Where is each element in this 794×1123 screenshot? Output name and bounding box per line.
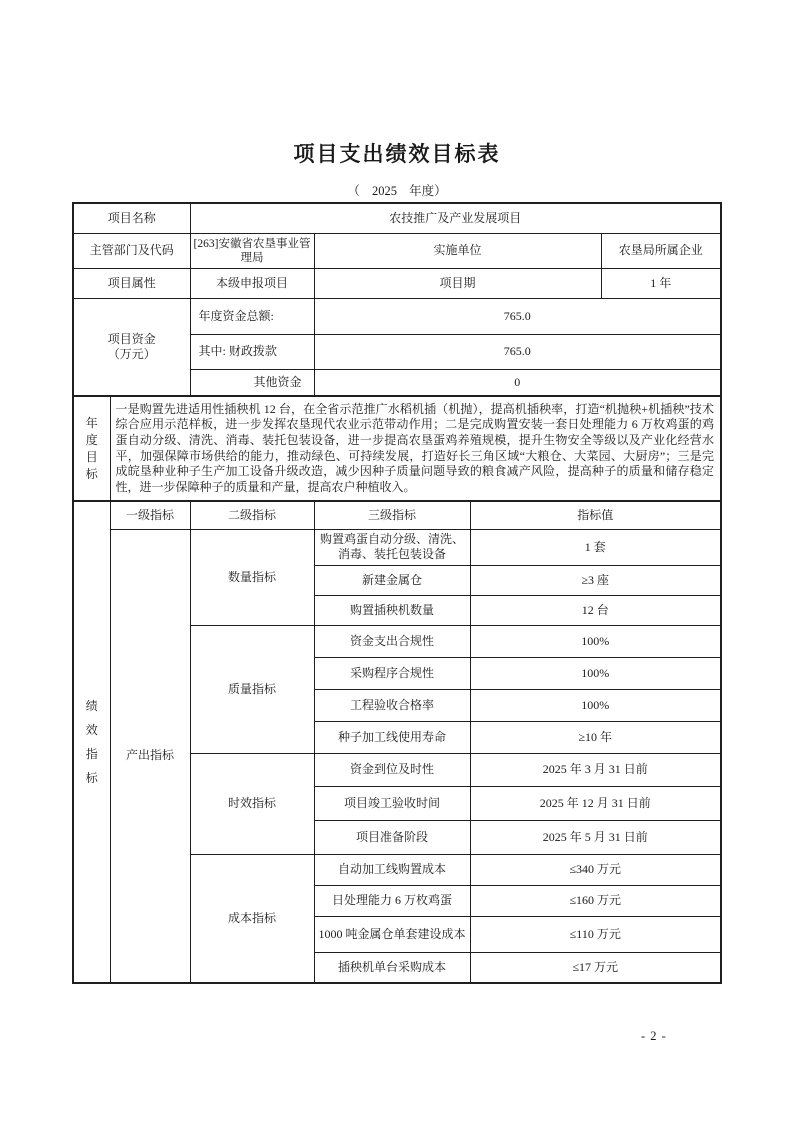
- funds-label: [73, 298, 190, 396]
- indicator-level3-cell: 插秧机单台采购成本: [314, 952, 470, 983]
- implementing-unit-value: 农垦局所属企业: [601, 233, 721, 268]
- funds-label-line2: （万元）: [107, 346, 156, 361]
- project-name-label: 项目名称: [73, 203, 190, 233]
- indicator-value-cell: 100%: [470, 625, 721, 657]
- indicator-value-cell: 100%: [470, 689, 721, 721]
- project-attribute-row: [73, 268, 721, 298]
- indicator-level3-cell: 日处理能力 6 万枚鸡蛋: [314, 885, 470, 916]
- indicator-value-cell: ≤340 万元: [470, 854, 721, 885]
- indicator-level3-cell: 购置插秧机数量: [314, 595, 470, 625]
- project-name-value: 农技推广及产业发展项目: [190, 203, 721, 233]
- header-level2: 二级指标: [190, 501, 314, 529]
- indicator-value-cell: ≤17 万元: [470, 952, 721, 983]
- indicator-level3-cell: 资金支出合规性: [314, 625, 470, 657]
- indicator-level3-cell: 种子加工线使用寿命: [314, 721, 470, 753]
- indicator-value-cell: ≤110 万元: [470, 916, 721, 952]
- indicator-level3-cell: 项目准备阶段: [314, 820, 470, 854]
- level1-output-indicators: 产出指标: [110, 529, 190, 983]
- header-value: 指标值: [470, 501, 721, 529]
- indicator-level3-cell: 采购程序合规性: [314, 657, 470, 689]
- funds-fiscal-label: 其中: 财政拨款: [190, 334, 314, 369]
- annual-goal-text: 一是购置先进适用性插秧机 12 台，在全省示范推广水稻机插（机抛），提高机插秧率，打造“机抛秧+机插秧”技术综合应用示范样板，进一步发挥农垦现代农业示范带动作用；二是完成购置安装一套日处理能力 6 万枚鸡蛋的鸡蛋自动分级、清洗、消毒、装托包装设备，进一步提高农垦蛋鸡养殖规模，提升生物安全等级以及产业化经营水平，加强保障市场供给的能力，推动绿色、可持续发展，打造好长三角区域“大粮仓、大菜园、大厨房”；三是完成皖垦种业种子生产加工设备升级改造，减少因种子质量问题导致的粮食减产风险，提高种子的质量和储存稳定性，进一步保障种子的质量和产量，提高农户种植收入。: [110, 396, 721, 501]
- funds-other-label: 其他资金: [190, 369, 314, 396]
- funds-label-line1: 项目资金: [107, 331, 156, 346]
- indicator-level3-cell: 1000 吨金属仓单套建设成本: [314, 916, 470, 952]
- funds-fiscal-value: 765.0: [314, 334, 721, 369]
- department-label: 主管部门及代码: [73, 233, 190, 268]
- project-name-row: [73, 203, 721, 233]
- page-title: 项目支出绩效目标表: [293, 142, 501, 166]
- page-subtitle: （ 2025 年度）: [347, 184, 447, 198]
- indicators-header-row: [73, 501, 721, 529]
- indicator-value-cell: 12 台: [470, 595, 721, 625]
- indicator-value-cell: ≥10 年: [470, 721, 721, 753]
- level2-quantity-indicators: 数量指标: [190, 529, 314, 625]
- indicator-row: [73, 529, 721, 565]
- funds-other-value: 0: [314, 369, 721, 396]
- indicator-level3-cell: 购置鸡蛋自动分级、清洗、消毒、装托包装设备: [314, 529, 470, 565]
- funds-total-row: [73, 298, 721, 334]
- indicator-level3-cell: 资金到位及时性: [314, 753, 470, 786]
- funds-total-label: 年度资金总额:: [190, 298, 314, 334]
- performance-indicators-table: [72, 500, 722, 984]
- indicator-value-cell: 2025 年 12 月 31 日前: [470, 786, 721, 820]
- annual-goal-row: [73, 396, 721, 501]
- annual-goal-label: 年度目标: [73, 396, 110, 501]
- department-row: [73, 233, 721, 268]
- project-period-value: 1 年: [601, 268, 721, 298]
- department-value: [263]安徽省农垦事业管理局: [190, 233, 314, 268]
- indicators-side-label: 绩效指标: [73, 501, 110, 983]
- level2-quality-indicators: 质量指标: [190, 625, 314, 753]
- page-number: - 2 -: [641, 1029, 667, 1043]
- indicator-value-cell: ≥3 座: [470, 565, 721, 595]
- indicator-level3-cell: 新建金属仓: [314, 565, 470, 595]
- indicator-level3-cell: 自动加工线购置成本: [314, 854, 470, 885]
- indicator-value-cell: ≤160 万元: [470, 885, 721, 916]
- indicator-level3-cell: 项目竣工验收时间: [314, 786, 470, 820]
- indicator-value-cell: 1 套: [470, 529, 721, 565]
- project-period-label: 项目期: [314, 268, 601, 298]
- header-level1: 一级指标: [110, 501, 190, 529]
- indicator-value-cell: 100%: [470, 657, 721, 689]
- level2-timeliness-indicators: 时效指标: [190, 753, 314, 854]
- indicator-value-cell: 2025 年 5 月 31 日前: [470, 820, 721, 854]
- funds-total-value: 765.0: [314, 298, 721, 334]
- indicator-level3-cell: 工程验收合格率: [314, 689, 470, 721]
- implementing-unit-label: 实施单位: [314, 233, 601, 268]
- project-info-table: [72, 202, 722, 397]
- indicator-value-cell: 2025 年 3 月 31 日前: [470, 753, 721, 786]
- project-attribute-label: 项目属性: [73, 268, 190, 298]
- annual-goal-table: [72, 395, 722, 502]
- header-level3: 三级指标: [314, 501, 470, 529]
- project-attribute-value: 本级申报项目: [190, 268, 314, 298]
- level2-cost-indicators: 成本指标: [190, 854, 314, 983]
